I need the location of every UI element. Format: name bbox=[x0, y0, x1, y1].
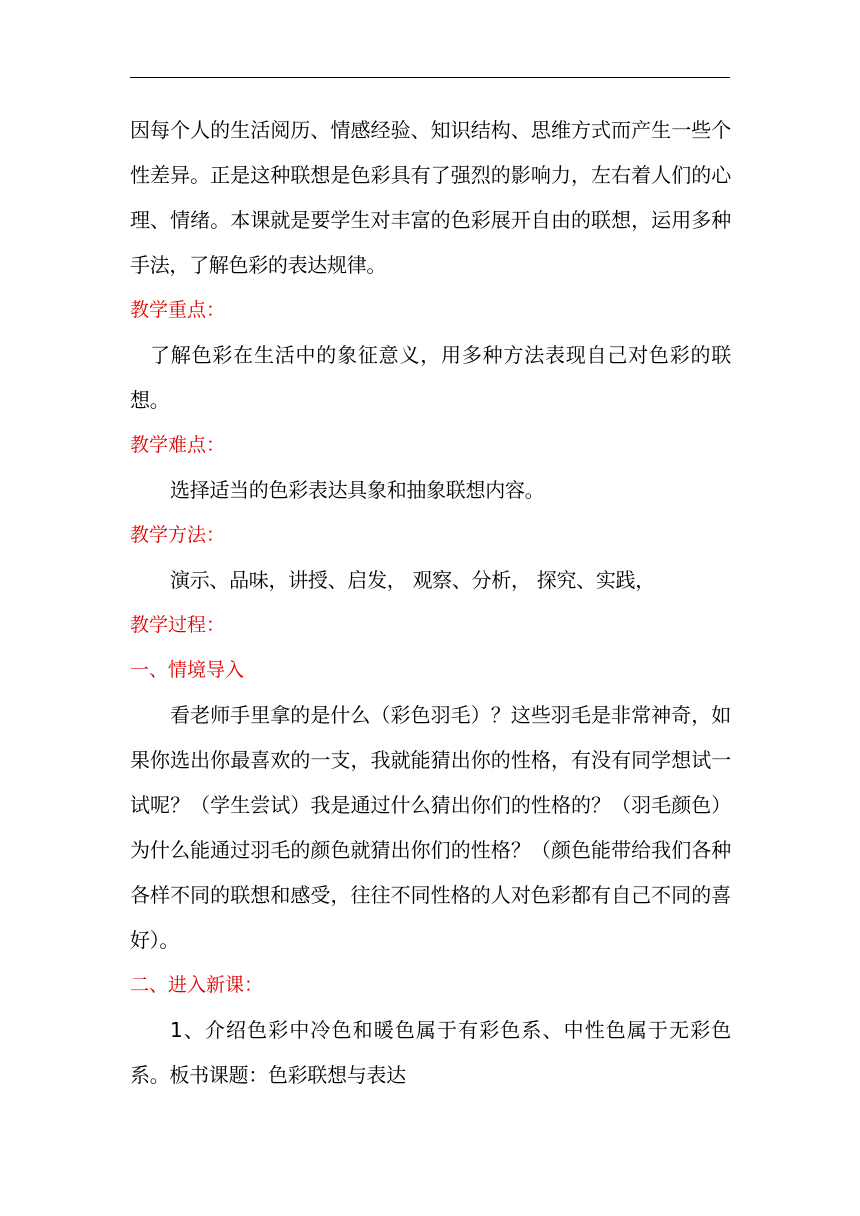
teaching-methods-heading: 教学方法： bbox=[130, 524, 226, 546]
section-one-text: 看老师手里拿的是什么（彩色羽毛）？这些羽毛是非常神奇，如果你选出你最喜欢的一支，我就能猜出你的性格，有没有同学想试一试呢？（学生尝试）我是通过什么猜出你们的性格的？（羽毛颜色）为什么能通过羽毛的颜色就猜出你们的性格？（颜色能带给我们各种各样不同的联想和感受，往往不同性格的人对色彩都有自己不同的喜好）。 bbox=[130, 703, 731, 952]
key-points-heading: 教学重点： bbox=[130, 299, 226, 321]
section-two-heading: 二、进入新课： bbox=[130, 974, 264, 996]
header-rule bbox=[130, 77, 730, 78]
teaching-process-heading: 教学过程： bbox=[130, 614, 226, 636]
section-one-heading: 一、情境导入 bbox=[130, 659, 245, 681]
intro-paragraph: 因每个人的生活阅历、情感经验、知识结构、思维方式而产生一些个性差异。正是这种联想是色彩具有了强烈的影响力，左右着人们的心理、情绪。本课就是要学生对丰富的色彩展开自由的联想，运用多种手法，了解色彩的表达规律。 bbox=[130, 118, 731, 277]
section-two-text: 1、介绍色彩中冷色和暖色属于有彩色系、中性色属于无彩色系。板书课题：色彩联想与表达 bbox=[130, 1018, 731, 1087]
difficult-points-heading: 教学难点： bbox=[130, 434, 226, 456]
document-body bbox=[130, 108, 731, 1098]
teaching-methods-text: 演示、品味，讲授、启发， 观察、分析， 探究、实践， bbox=[170, 568, 655, 592]
key-points-text: 了解色彩在生活中的象征意义，用多种方法表现自己对色彩的联想。 bbox=[130, 343, 731, 412]
difficult-points-text: 选择适当的色彩表达具象和抽象联想内容。 bbox=[170, 478, 545, 502]
